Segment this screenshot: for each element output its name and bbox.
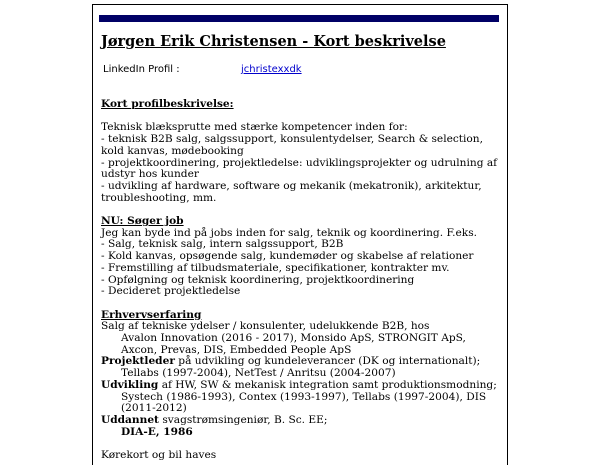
linkedin-link[interactable]: jchristexxdk [241,64,302,75]
profile-heading: Kort profilbeskrivelse: [101,98,234,110]
seeking-heading: NU: Søger job [101,215,184,227]
profile-line: - projektkoordinering, projektledelse: udviklingsprojekter og udrulning af udstyr hos kunder [101,156,498,181]
seeking-line: Jeg kan byde ind på jobs inden for salg, teknik og koordinering. F.eks. [101,226,478,239]
seeking-line: - Decideret projektledelse [101,285,241,298]
edu-line [101,415,501,427]
seeking-line: - Kold kanvas, opsøgende salg, kundemøder og skabelse af relationer [101,250,474,263]
edu-label: Uddannet [101,413,159,426]
linkedin-label: LinkedIn Profil : [103,64,180,75]
seeking-line: - Fremstilling af tilbudsmateriale, specifikationer, kontrakter mv. [101,261,450,274]
experience-heading: Erhvervserfaring [101,308,202,321]
sales-companies: Avalon Innovation (2016 - 2017), Monsido ApS, STRONGIT ApS, Axcon, Prevas, DIS, Embedded People ApS [121,332,466,356]
edu-text: svagstrømsingeniør, B. Sc. EE; [158,413,328,426]
header-bar [99,15,499,22]
profile-line: - udvikling af hardware, software og mekanik (mekatronik), arkitektur, troubleshooting, mm. [101,179,482,204]
page-title: Jørgen Erik Christensen - Kort beskrivelse [101,33,446,50]
footer-line: Kørekort og bil haves [101,449,217,462]
seeking-line: - Opfølgning og teknisk koordinering, projektkoordinering [101,273,415,286]
edu-degree: DIA-E, 1986 [121,425,193,438]
seeking-line: - Salg, teknisk salg, intern salgssupport, B2B [101,238,344,251]
profile-line: Teknisk blæksprutte med stærke kompetencer inden for: [101,121,408,134]
dev-companies: Systech (1986-1993), Contex (1993-1997), Tellabs (1997-2004), DIS (2011-2012) [121,390,487,415]
pm-companies: Tellabs (1997-2004), NetTest / Anritsu (2004-2007) [121,367,396,380]
content [101,99,501,462]
pm-text: på udvikling og kundeleverancer (DK og internationalt); [174,355,481,368]
dev-text: af HW, SW & mekanisk integration samt produktionsmodning; [158,378,497,391]
dev-label: Udvikling [101,378,159,391]
sales-intro: Salg af tekniske ydelser / konsulenter, udelukkende B2B, hos [101,320,430,333]
profile-line: - teknisk B2B salg, salgssupport, konsulentydelser, Search & selection, kold kanvas, mødebooking [101,133,483,157]
pm-label: Projektleder [101,355,175,368]
dev-line [101,380,501,392]
